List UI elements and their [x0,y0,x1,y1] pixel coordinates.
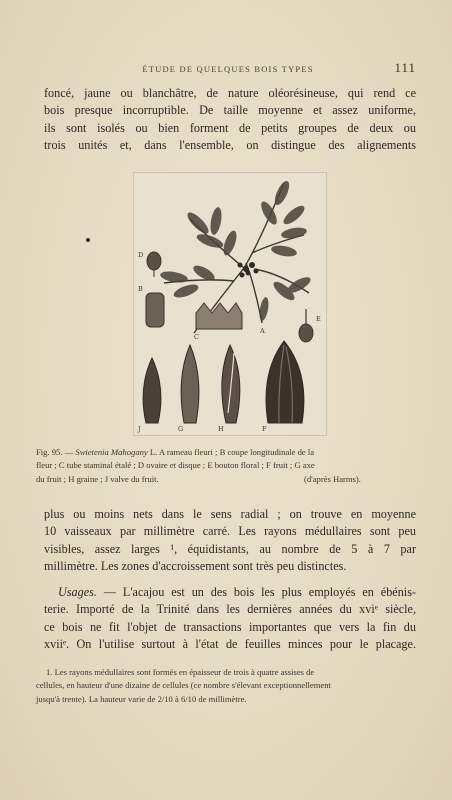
text-line: trois unités et, dans l'ensemble, on distingue des alignements [44,138,416,153]
text-line: plus ou moins nets dans le sens radial ; on trouve en moyenne [44,507,416,521]
species-name: Swietenia Mahogany [75,447,148,457]
paragraph-1 [44,85,416,155]
botanical-illustration [133,172,327,436]
text-line: xviiᵉ. On l'utilise surtout à l'état de feuilles minces pour le placage. [44,637,416,652]
figure-letter: D [138,251,144,259]
figure-letter: B [138,285,143,293]
ink-dot [86,238,90,242]
figure-letter: G [178,425,184,433]
text-line: ce bois ne fit l'objet de transactions importantes que vers la fin du [44,619,416,634]
figure-letter: H [218,425,224,433]
text-line [44,584,416,601]
footnote [36,666,416,706]
running-title: ÉTUDE DE QUELQUES BOIS TYPES [142,64,314,74]
text-line: 10 vaisseaux par millimètre carré. Les rayons médullaires sont peu [44,524,416,539]
text-line: bois presque incorruptible. De taille moyenne et assez uniforme, [44,103,416,118]
figure-letter: A [260,327,265,335]
figure-number: Fig. 95. — [36,447,76,457]
text-run: — L'acajou est un des bois les plus employés en ébénis- [96,585,416,599]
figure-letter: F [262,425,267,433]
section-lead: Usages. [58,585,97,599]
text-line: foncé, jaune ou blanchâtre, de nature oléorésineuse, qui rend ce [44,86,416,100]
footnote-line: 1. Les rayons médullaires sont formés en épaisseur de trois à quatre assises de [46,667,315,677]
caption-line [36,446,416,459]
running-head [40,62,416,78]
caption-text: L. A rameau fleuri ; B coupe longitudinale de la [147,447,315,457]
text-line: terie. Importé de la Trinité dans les dernières années du xviᵉ siècle, [44,602,416,617]
caption-line: fleur ; C tube staminal étalé ; D ovaire et disque ; E bouton floral ; F fruit ; G axe [36,460,315,471]
paragraph-usages [44,584,416,654]
text-line: visibles, assez larges ¹, équidistants, au nombre de 5 à 7 par [44,541,416,556]
footnote-line: cellules, en hauteur d'une dizaine de cellules (ce nombre s'élevant exceptionnellement [36,680,331,691]
caption-text: du fruit ; H graine ; J valve du fruit. [36,473,159,484]
figure-caption [36,446,416,486]
footnote-line: jusqu'à trente). La hauteur varie de 2/10 à 6/10 de millimètre. [36,693,247,704]
mahogany-plate-drawing [134,173,326,435]
caption-line [36,473,416,486]
paragraph-2 [44,506,416,576]
caption-credit: (d'après Harms). [304,473,361,484]
figure-letter: C [194,333,199,341]
figure-letter: E [316,315,321,323]
text-line: ils sont isolés ou bien forment de petits groupes de deux ou [44,120,416,135]
text-line: millimètre. Les zones d'accroissement sont très peu distinctes. [44,559,347,574]
figure-letter: J [138,425,141,433]
page-number: 111 [394,60,416,75]
